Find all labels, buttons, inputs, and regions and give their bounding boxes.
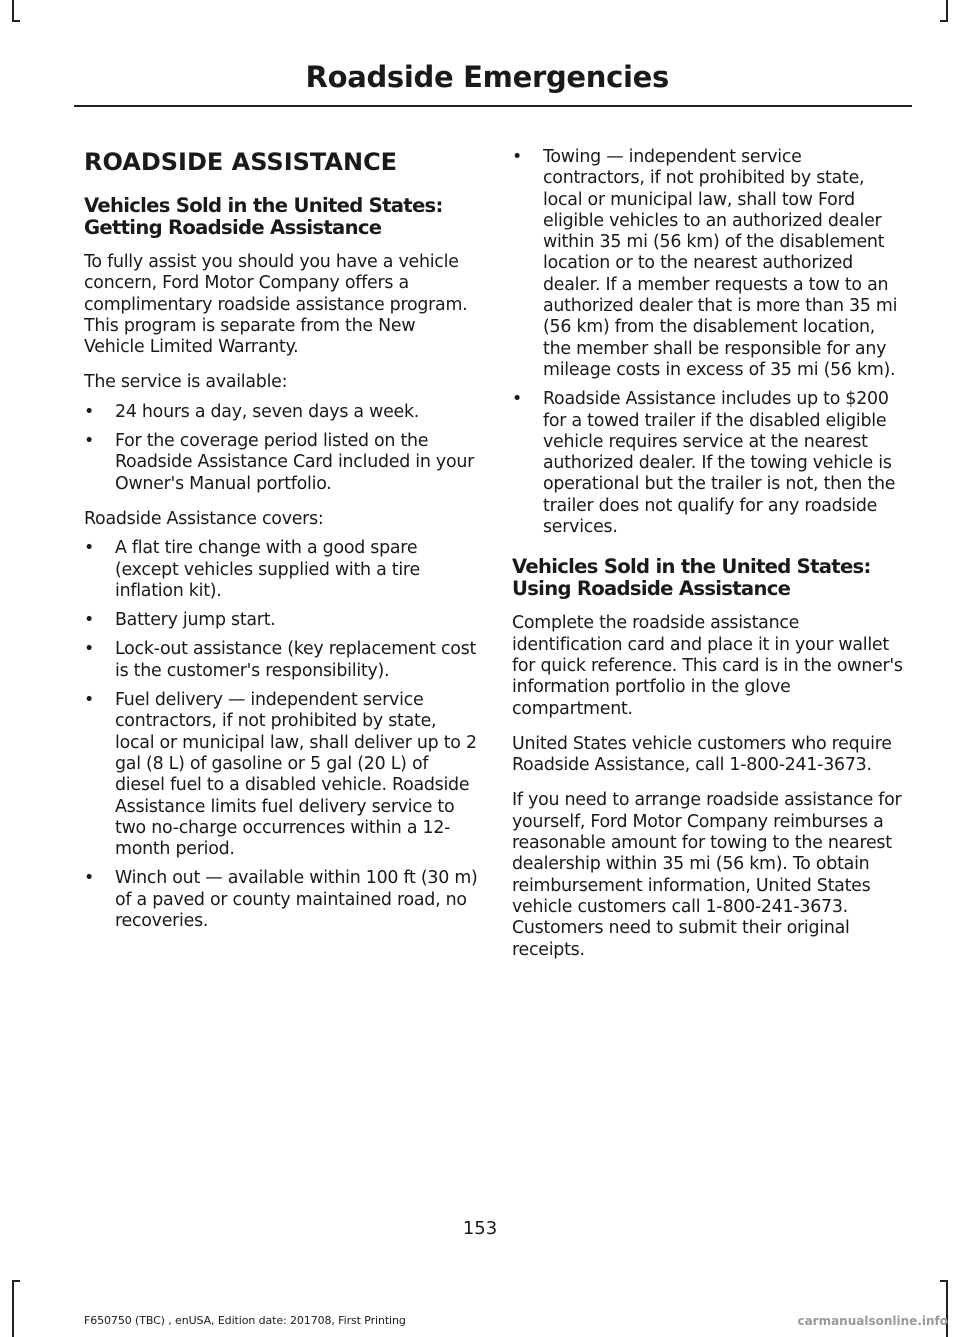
right-column bbox=[512, 130, 908, 961]
list-item-text: 24 hours a day, seven days a week. bbox=[115, 401, 420, 422]
paragraph: United States vehicle customers who require Roadside Assistance, call 1-800-241-3673. bbox=[512, 733, 892, 776]
list-item-text: Roadside Assistance includes up to $200 for a towed trailer if the disabled eligible vehicle requires service at the nearest authorized dealer. If the towing vehicle is operational but the trailer is not, then the trailer does not qualify for any roadside services. bbox=[543, 389, 896, 538]
crop-mark bbox=[12, 1280, 20, 1282]
heading-line: Vehicles Sold in the United States: bbox=[84, 194, 443, 217]
paragraph: Complete the roadside assistance identification card and place it in your wallet for quick reference. This card is in the owner's information portfolio in the glove compartment. bbox=[512, 613, 903, 719]
list-item-text: Fuel delivery — independent service contractors, if not prohibited by state, local or municipal law, shall deliver up to 2 gal (8 L) of gasoline or 5 gal (20 L) of diesel fuel to a disabled vehicle. Roadside Assistance limits fuel delivery service to two no-charge occurrences within a 12-month period. bbox=[115, 690, 477, 860]
list-item bbox=[512, 147, 908, 381]
crop-mark bbox=[12, 1280, 14, 1337]
watermark: carmanualsonline.info bbox=[797, 1314, 948, 1328]
bullet: • bbox=[84, 538, 95, 559]
paragraph: If you need to arrange roadside assistance for yourself, Ford Motor Company reimburses a reasonable amount for towing to the nearest dealership within 35 mi (56 km). To obtain reimbursement information, United States vehicle customers call 1-800-241-3673. Customers need to submit their original receipts. bbox=[512, 790, 902, 960]
covers-label: Roadside Assistance covers: bbox=[84, 508, 324, 529]
list-item-text: For the coverage period listed on the Roadside Assistance Card included in your Owner's Manual portfolio. bbox=[115, 431, 475, 494]
list-item-text: A flat tire change with a good spare (except vehicles supplied with a tire inflation kit). bbox=[115, 538, 420, 601]
page-number: 153 bbox=[462, 1218, 498, 1239]
using-assistance-heading bbox=[512, 556, 908, 599]
main-heading: ROADSIDE ASSISTANCE bbox=[84, 148, 398, 176]
bullet: • bbox=[84, 610, 95, 631]
list-item bbox=[84, 690, 478, 860]
bullet: • bbox=[84, 401, 95, 422]
heading-line: Vehicles Sold in the United States: bbox=[512, 555, 871, 579]
available-label: The service is available: bbox=[84, 372, 288, 393]
list-item bbox=[84, 431, 478, 495]
left-column bbox=[84, 130, 478, 932]
bullet: • bbox=[84, 868, 95, 889]
edition-footer: F650750 (TBC) , enUSA, Edition date: 201708, First Printing bbox=[84, 1314, 406, 1327]
bullet: • bbox=[512, 147, 523, 167]
list-item bbox=[84, 639, 478, 682]
list-item-text: Battery jump start. bbox=[115, 610, 276, 631]
list-item bbox=[512, 389, 908, 538]
crop-mark bbox=[940, 1280, 948, 1282]
section-title: Roadside Emergencies bbox=[305, 60, 669, 94]
getting-assistance-heading bbox=[84, 195, 478, 238]
bullet: • bbox=[84, 639, 95, 660]
list-item bbox=[84, 868, 478, 932]
list-item bbox=[84, 402, 478, 423]
bullet: • bbox=[84, 690, 95, 711]
list-item bbox=[84, 538, 478, 602]
crop-mark bbox=[946, 0, 948, 22]
crop-mark bbox=[940, 20, 948, 22]
available-list bbox=[84, 402, 478, 495]
heading-line: Getting Roadside Assistance bbox=[84, 215, 382, 239]
header-divider bbox=[74, 105, 912, 107]
bullet: • bbox=[512, 389, 523, 410]
crop-mark bbox=[12, 0, 14, 22]
crop-mark bbox=[12, 20, 20, 22]
list-item bbox=[84, 610, 478, 631]
crop-mark bbox=[946, 1280, 948, 1337]
intro-paragraph: To fully assist you should you have a vehicle concern, Ford Motor Company offers a complimentary roadside assistance program. This program is separate from the New Vehicle Limited Warranty. bbox=[84, 252, 468, 358]
bullet: • bbox=[84, 431, 95, 452]
list-item-text: Towing — independent service contractors, if not prohibited by state, local or municipal law, shall tow Ford eligible vehicles to an authorized dealer within 35 mi (56 km) of the disablement location or to the nearest authorized dealer. If a member requests a tow to an authorized dealer that is more than 35 mi (56 km) from the disablement location, the member shall be responsible for any mileage costs in excess of 35 mi (56 km). bbox=[543, 147, 898, 380]
covers-list bbox=[84, 538, 478, 932]
list-item-text: Lock-out assistance (key replacement cost is the customer's responsibility). bbox=[115, 639, 477, 681]
list-item-text: Winch out — available within 100 ft (30 m) of a paved or county maintained road, no recoveries. bbox=[115, 868, 478, 932]
heading-line: Using Roadside Assistance bbox=[512, 576, 791, 600]
covers-list-continued bbox=[512, 147, 908, 538]
